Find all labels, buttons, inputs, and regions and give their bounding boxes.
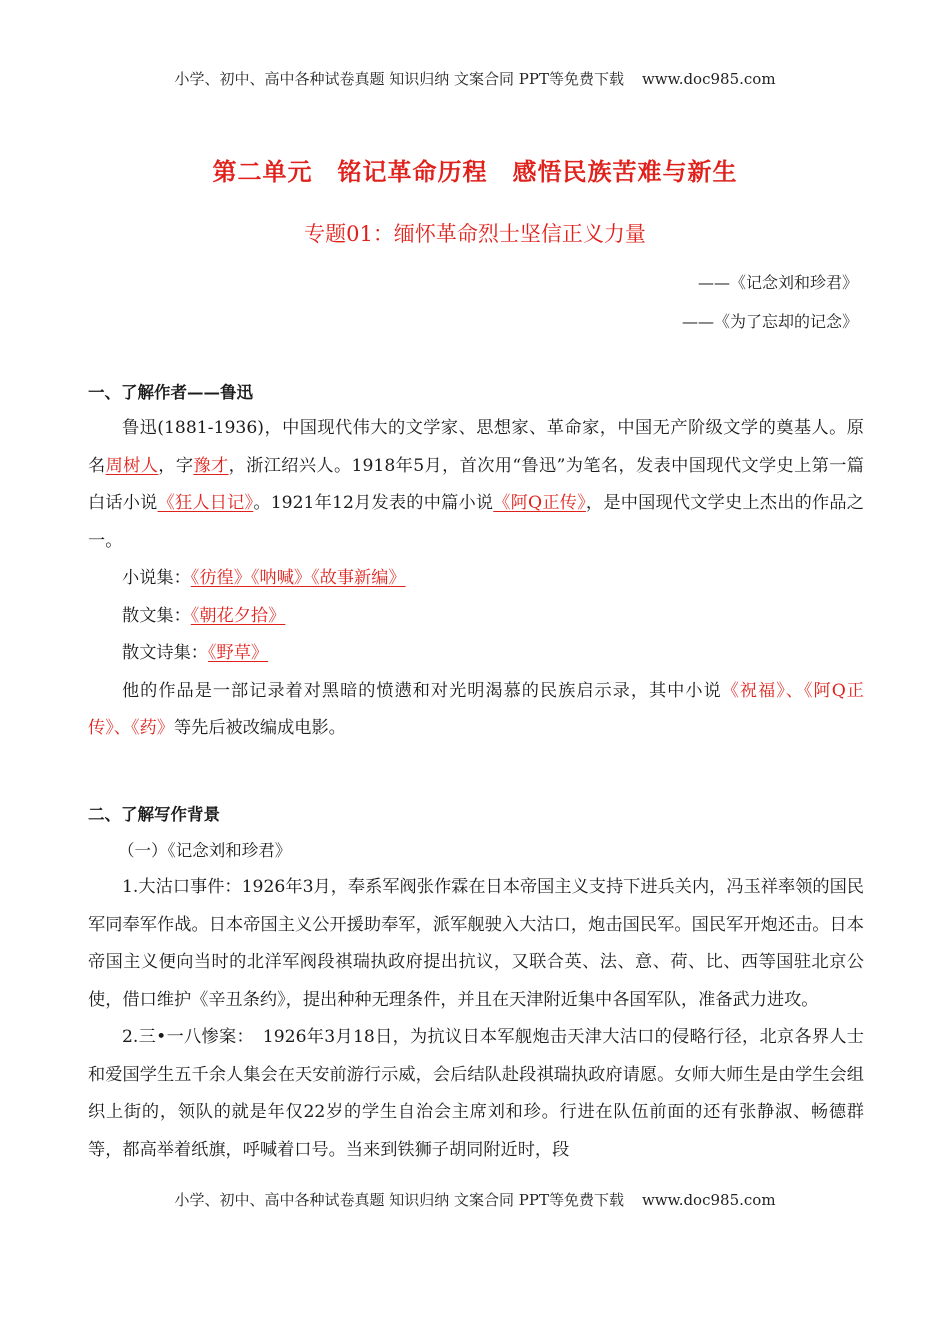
footer-text: 小学、初中、高中各种试卷真题 知识归纳 文案合同 PPT等免费下载 <box>174 1191 624 1209</box>
prose-poems-label: 散文诗集： <box>122 643 208 663</box>
novel-collections: 《彷徨》《呐喊》《故事新编》 <box>190 568 406 588</box>
courtesy-name: 豫才 <box>193 455 229 476</box>
novel-collections-line <box>88 560 864 598</box>
section-spacer <box>88 748 864 788</box>
section-heading-background: 二、了解写作背景 <box>88 804 220 824</box>
essay-collections-line <box>88 598 864 636</box>
footer-site-link[interactable]: www.doc985.com <box>641 1191 776 1209</box>
aq-novella-title: 《阿Q正传》 <box>493 493 586 513</box>
text-span: 他的作品是一部记录着对黑暗的愤懑和对光明渴慕的民族启示录，其中小说 <box>122 680 722 701</box>
text-span: ，是中国现代文学史上杰出的作品之一。 <box>88 493 864 551</box>
main-content <box>88 366 864 1169</box>
march-18-massacre-paragraph: 2.三•一八惨案： 1926年3月18日，为抗议日本军舰炮击天津大沽口的侵略行径，北京各界人士和爱国学生五千余人集会在天安前游行示威，会后结队赴段祺瑞执政府请愿。女师大师生是由学生会组织上街的，领队的就是年仅22岁的学生自治会主席刘和珍。行进在队伍前面的还有张静淑、畅德群等，都高举着纸旗，呼喊着口号。当来到铁狮子胡同附近时，段 <box>88 1027 864 1160</box>
unit-title: 第二单元 铭记革命历程 感悟民族苦难与新生 <box>212 157 738 186</box>
original-name: 周树人 <box>105 455 159 476</box>
adapted-works: 《祝福》、《阿Q正传》、《药》 <box>88 680 864 738</box>
header-site-link[interactable]: www.doc985.com <box>641 70 776 88</box>
text-span: 。1921年12月发表的中篇小说 <box>253 493 494 513</box>
text-span: 鲁迅(1881-1936)，中国现代伟大的文学家、思想家、革命家，中国无产阶级文学的奠基人。原名 <box>88 418 864 476</box>
prose-poem-collection: 《野草》 <box>207 643 269 663</box>
essays-label: 散文集： <box>122 605 191 626</box>
first-novel-title: 《狂人日记》 <box>157 493 254 513</box>
author-intro-paragraph <box>88 410 864 560</box>
header-text: 小学、初中、高中各种试卷真题 知识归纳 文案合同 PPT等免费下载 <box>174 70 624 88</box>
text-span: ，字 <box>158 455 194 476</box>
dagukou-incident-paragraph: 1.大沽口事件：1926年3月，奉系军阀张作霖在日本帝国主义支持下进兵关内，冯玉祥率领的国民军同奉军作战。日本帝国主义公开援助奉军，派军舰驶入大沽口，炮击国民军。国民军开炮还击。日本帝国主义便向当时的北洋军阀段祺瑞执政府提出抗议，又联合英、法、意、荷、比、西等国驻北京公使，借口维护《辛丑条约》，提出种种无理条件，并且在天津附近集中各国军队，准备武力进攻。 <box>88 877 864 1010</box>
reference-text-2: ——《为了忘却的记念》 <box>681 312 858 331</box>
text-span: 等先后被改编成电影。 <box>173 718 346 738</box>
page-header <box>0 68 950 89</box>
prose-poems-line <box>88 635 864 673</box>
page-footer <box>0 1189 950 1210</box>
section-heading-author: 一、了解作者——鲁迅 <box>88 383 253 402</box>
works-adaptation-paragraph <box>88 673 864 748</box>
subsection-heading: （一）《记念刘和珍君》 <box>118 840 292 860</box>
essay-collections: 《朝花夕拾》 <box>190 605 286 626</box>
text-span: ，浙江绍兴人。1918年5月，首次用“鲁迅”为笔名，发表中国现代文学史上第一篇白话小说 <box>88 455 864 513</box>
topic-subtitle: 专题01：缅怀革命烈士坚信正义力量 <box>304 222 646 246</box>
reference-text-1: ——《记念刘和珍君》 <box>697 273 858 292</box>
novels-label: 小说集： <box>122 568 191 588</box>
